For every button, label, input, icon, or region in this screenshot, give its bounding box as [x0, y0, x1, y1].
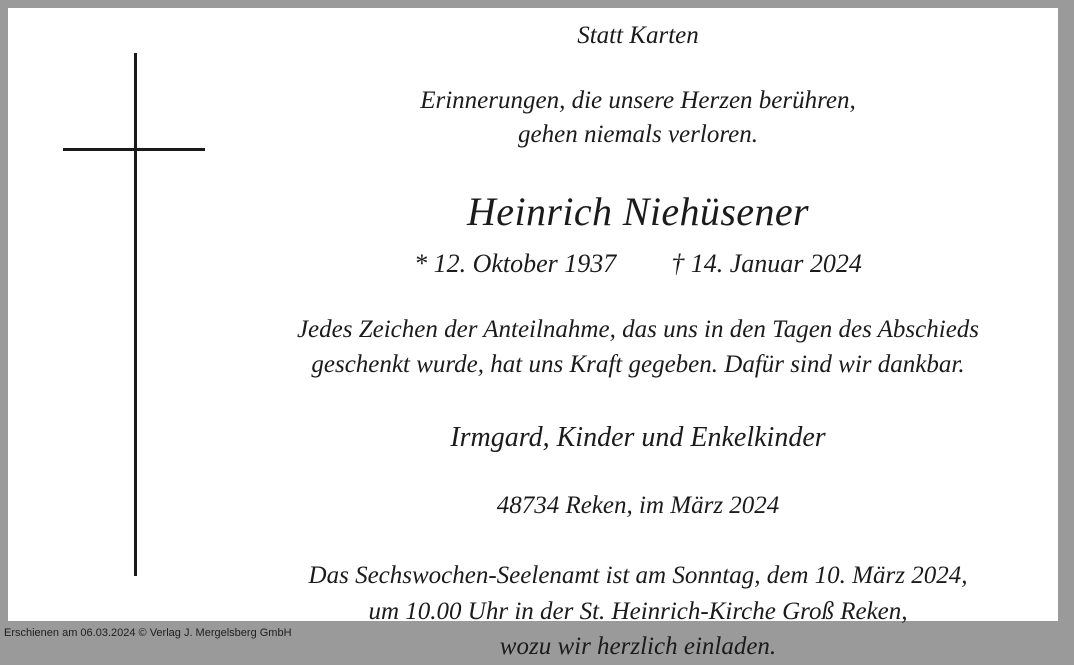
death-date: † 14. Januar 2024: [671, 249, 862, 278]
birth-date: * 12. Oktober 1937: [414, 249, 617, 278]
publication-credit-text: Erschienen am 06.03.2024 © Verlag J. Mergelsberg GmbH: [4, 627, 292, 639]
thanks-line-1: Jedes Zeichen der Anteilnahme, das uns in den Tagen des Abschieds: [296, 316, 980, 343]
thanks-line-2: geschenkt wurde, hat uns Kraft gegeben. Dafür sind wir dankbar.: [311, 350, 965, 378]
cross-vertical-bar: [134, 53, 137, 576]
christian-cross-icon: [63, 53, 213, 583]
memorial-service-info: [233, 558, 1043, 665]
service-line-2: um 10.00 Uhr in der St. Heinrich-Kirche Groß Reken,: [368, 597, 908, 625]
place-and-date: 48734 Reken, im März 2024: [496, 492, 780, 519]
service-line-3: wozu wir herzlich einladen.: [499, 633, 777, 660]
obituary-text-column: [233, 22, 1043, 665]
statt-karten-heading: Statt Karten: [577, 22, 699, 49]
publication-credit: [0, 621, 1074, 645]
thanks-paragraph: [233, 313, 1043, 382]
cross-horizontal-bar: [63, 148, 205, 151]
family-signature: Irmgard, Kinder und Enkelkinder: [450, 422, 826, 453]
verse-line-2: gehen niemals verloren.: [518, 121, 758, 148]
deceased-name: Heinrich Niehüsener: [467, 189, 809, 234]
service-line-1: Das Sechswochen-Seelenamt ist am Sonntag, dem 10. März 2024,: [308, 562, 968, 589]
memorial-verse: [233, 84, 1043, 152]
life-dates: [233, 249, 1043, 279]
verse-line-1: Erinnerungen, die unsere Herzen berühren,: [420, 87, 856, 114]
